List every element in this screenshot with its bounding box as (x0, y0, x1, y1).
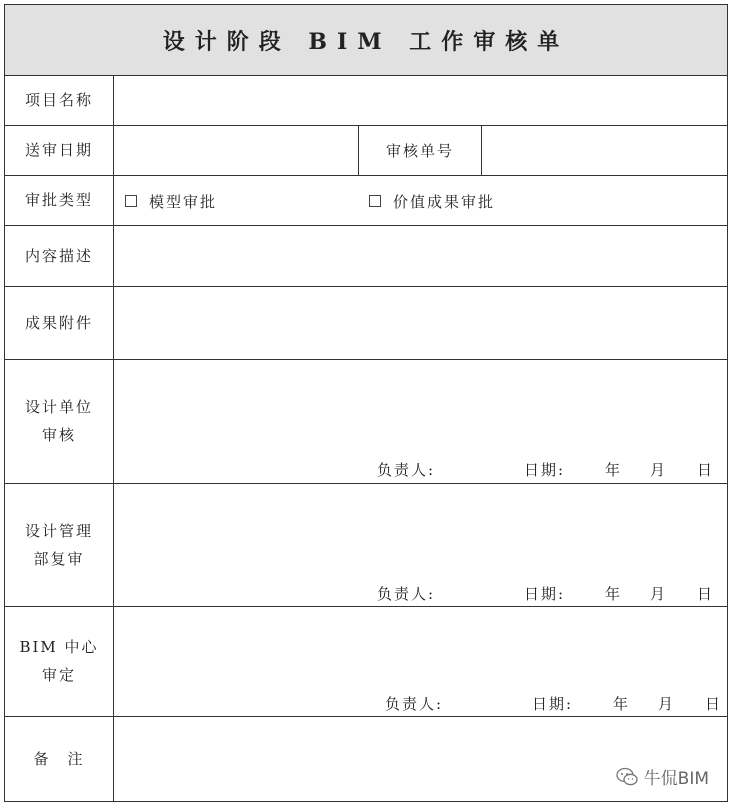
year-label: 年 (605, 585, 623, 603)
label-design-mgmt-review (5, 483, 113, 606)
column-divider (481, 125, 482, 175)
responsible-label: 负责人: (377, 585, 436, 603)
day-label: 日 (697, 461, 715, 479)
label-line: 设计管理 (24, 521, 93, 540)
option-label: 价值成果审批 (393, 193, 496, 211)
label-design-unit-review (5, 359, 113, 483)
responsible-label: 负责人: (385, 695, 444, 713)
month-label: 月 (650, 461, 668, 479)
label-bim-center-approval (5, 606, 113, 716)
date-label: 日期: (524, 585, 566, 603)
label-project-name: 项目名称 (24, 91, 93, 109)
label-attachments: 成果附件 (24, 313, 93, 332)
option-value-approval[interactable] (369, 191, 495, 212)
label-content-description: 内容描述 (24, 246, 93, 265)
day-label: 日 (697, 585, 715, 603)
label-line: 设计单位 (24, 398, 93, 416)
responsible-label: 负责人: (377, 461, 436, 479)
day-label: 日 (705, 695, 723, 713)
form-title: 设计阶段 BIM 工作审核单 (5, 5, 727, 76)
wechat-icon (616, 767, 638, 787)
label-line: 审核 (41, 426, 76, 444)
label-line: 审定 (41, 666, 76, 684)
option-model-approval[interactable] (125, 191, 217, 212)
label-approval-type: 审批类型 (24, 191, 93, 209)
watermark-text: 牛侃BIM (643, 769, 709, 789)
watermark (616, 764, 709, 789)
checkbox-icon[interactable] (369, 195, 381, 207)
option-label: 模型审批 (149, 193, 218, 211)
label-submit-date: 送审日期 (24, 141, 93, 159)
date-label: 日期: (532, 695, 574, 713)
review-form (4, 4, 728, 802)
label-line: 部复审 (33, 549, 85, 568)
checkbox-icon[interactable] (125, 195, 137, 207)
label-remarks: 备 注 (33, 749, 85, 768)
month-label: 月 (658, 695, 676, 713)
year-label: 年 (605, 461, 623, 479)
date-label: 日期: (524, 461, 566, 479)
month-label: 月 (650, 585, 668, 603)
label-review-number: 审核单号 (385, 141, 454, 160)
label-line: BIM 中心 (19, 638, 99, 656)
year-label: 年 (613, 695, 631, 713)
label-column-divider (113, 75, 114, 801)
